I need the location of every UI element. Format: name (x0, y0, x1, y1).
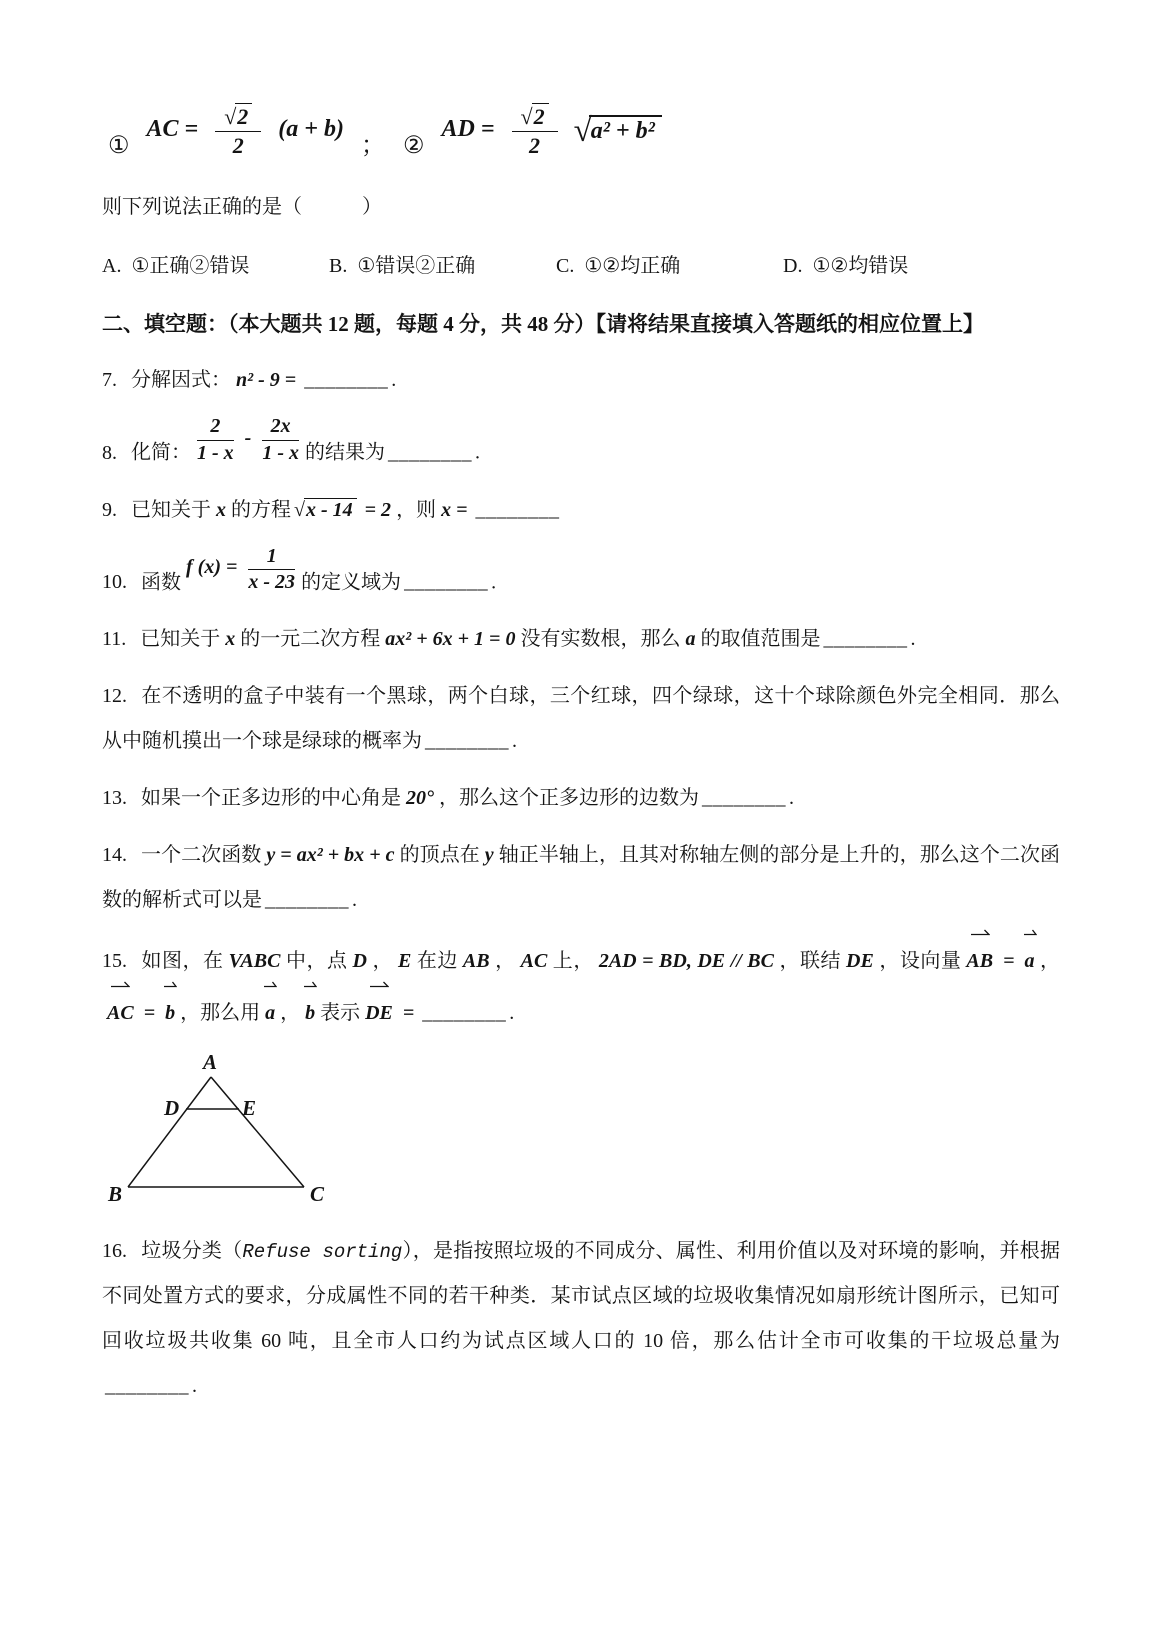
denominator: 1 - x (197, 441, 234, 464)
vector-de (365, 987, 393, 1039)
sqrt-symbol: √ (224, 104, 236, 129)
choice-d-label: D. (783, 254, 803, 277)
question-13 (102, 776, 1060, 821)
answer-blank[interactable]: ________ (425, 730, 509, 753)
question-text: 的顶点在 (399, 844, 480, 867)
answer-blank[interactable]: ________ (422, 1002, 507, 1025)
answer-blank[interactable]: ________ (105, 1375, 189, 1398)
sqrt2-radical (521, 104, 549, 130)
side-ac (211, 1077, 304, 1187)
vector-a-label: a (1024, 950, 1035, 973)
sqrt-symbol: √ (294, 498, 304, 521)
question-text: 在边 (416, 950, 458, 973)
formula-separator: ； (360, 132, 385, 159)
choice-b-text: ①错误②正确 (357, 254, 476, 277)
vertex-label-a: A (203, 1051, 218, 1075)
answer-blank[interactable]: ________ (475, 498, 560, 521)
comma: ， (494, 950, 516, 973)
question-text: 轴正半轴上，且其对称轴左侧的部分是上升的，那么这个二次函数的解析式可以是 (102, 844, 1060, 912)
question-text: ，联结 (778, 950, 842, 973)
math-a: a (685, 628, 696, 651)
question-text: 的取值范围是 (700, 628, 821, 651)
vertex-label-e: E (242, 1096, 257, 1121)
fraction-1 (197, 415, 234, 465)
choice-a[interactable] (102, 244, 329, 288)
choice-b[interactable] (329, 244, 556, 288)
question-text: 中，点 (285, 950, 348, 973)
answer-blank[interactable]: ________ (265, 889, 349, 912)
answer-blank[interactable]: ________ (702, 787, 786, 810)
math-angle: 20° (406, 787, 434, 810)
formula-2-radicand: a² + b² (589, 115, 662, 145)
vector-ac (107, 987, 134, 1039)
formula-1-tail: (a + b) (278, 115, 344, 142)
answer-blank[interactable]: ________ (823, 628, 908, 651)
question-number: 15. (102, 950, 127, 973)
math-expression: n² - 9 = (236, 369, 297, 391)
denominator: 1 - x (262, 441, 300, 464)
vector-arrow-icon (163, 980, 177, 988)
side-ab (128, 1077, 211, 1187)
period: . (789, 787, 794, 810)
question-text: 如图，在 (141, 950, 224, 973)
vector-ab-label: AB (966, 950, 994, 973)
numerator: 1 (248, 545, 295, 571)
fraction-2 (262, 415, 299, 465)
question-number: 14. (102, 844, 127, 867)
math-x: x (216, 498, 226, 521)
question-text: ，则 (396, 498, 437, 521)
triangle-svg (106, 1051, 346, 1211)
vector-arrow-icon (263, 980, 277, 988)
comma: ， (371, 950, 393, 973)
question-6-choices (102, 244, 1060, 288)
vector-ac-label: AC (107, 1002, 134, 1025)
vector-de-label: DE (365, 1002, 393, 1025)
question-number: 11. (102, 628, 127, 651)
formula-2-radical (573, 112, 662, 149)
math-ab: AB (462, 950, 490, 973)
question-number: 10. (102, 571, 127, 594)
choice-d-text: ①②均错误 (812, 254, 909, 277)
question-number: 16. (102, 1240, 127, 1263)
sqrt-symbol: √ (573, 112, 591, 149)
period: . (512, 730, 517, 753)
math-x: x (225, 628, 236, 651)
formula-1-fraction (215, 104, 261, 159)
answer-blank[interactable]: ________ (388, 441, 473, 464)
vector-b-label: b (165, 1002, 176, 1025)
period: . (910, 628, 916, 651)
period: . (491, 571, 497, 594)
comma: ， (280, 1002, 301, 1025)
question-text: 函数 (141, 571, 181, 594)
question-text: 垃圾分类（ (141, 1240, 243, 1263)
question-text: 如果一个正多边形的中心角是 (141, 787, 401, 810)
question-text: 化简： (131, 441, 191, 464)
math-e: E (398, 950, 412, 973)
question-7 (102, 358, 1060, 403)
numerator: 2 (197, 415, 234, 441)
answer-blank[interactable]: ________ (404, 571, 489, 594)
question-12 (102, 674, 1060, 764)
triangle-figure (106, 1051, 1060, 1217)
sqrt-symbol: √ (520, 104, 532, 129)
period: . (475, 441, 481, 464)
choice-b-label: B. (329, 254, 348, 277)
question-text: 表示 (320, 1002, 361, 1025)
vector-a (1025, 935, 1035, 987)
formula-2-lhs: AD = (441, 115, 495, 142)
question-text: 的结果为 (305, 441, 386, 464)
vector-arrow-icon (970, 928, 990, 936)
numerator: 2x (262, 415, 299, 441)
question-text: 的方程 (231, 498, 291, 521)
vertex-label-d: D (164, 1096, 180, 1121)
question-text: 已知关于 (140, 628, 221, 651)
question-number: 9. (102, 498, 117, 521)
question-14 (102, 833, 1060, 923)
math-de: DE (846, 950, 874, 973)
radicand: x - 14 (304, 498, 357, 521)
formula-2-fraction (512, 104, 558, 159)
choice-c[interactable] (556, 244, 783, 288)
question-8 (102, 415, 1060, 476)
question-15 (102, 935, 1060, 1039)
math-conditions: 2AD = BD, DE // BC (598, 950, 774, 973)
question-6-stem (102, 185, 1060, 230)
math-y: y (484, 844, 494, 867)
vector-arrow-icon (303, 980, 317, 988)
formula-2-label: ② (402, 132, 425, 159)
math-expression: = 2 (364, 498, 392, 521)
formula-2-numerator: 2 (532, 103, 549, 129)
choice-d[interactable] (783, 244, 908, 288)
fraction (248, 545, 295, 595)
question-number: 13. (102, 787, 127, 810)
question-text: ，那么用 (180, 1002, 261, 1025)
question-6-formulas (102, 60, 1060, 159)
math-d: D (352, 950, 367, 973)
denominator: x - 23 (248, 571, 296, 594)
vector-a-label: a (265, 1002, 276, 1025)
question-number: 12. (102, 685, 127, 708)
math-x-equals: x = (441, 498, 468, 521)
vertex-label-c: C (310, 1182, 325, 1207)
radical-expression (294, 488, 357, 533)
formula-2-denominator: 2 (529, 132, 541, 158)
question-text: ，设向量 (878, 950, 962, 973)
choice-c-text: ①②均正确 (584, 254, 681, 277)
vector-arrow-icon (1023, 928, 1037, 936)
math-equation: ax² + 6x + 1 = 0 (385, 628, 516, 651)
question-text: 的一元二次方程 (240, 628, 381, 651)
formula-1-numerator: 2 (235, 103, 252, 129)
answer-blank[interactable]: ________ (304, 369, 389, 391)
math-triangle-abc: VABC (228, 950, 281, 973)
question-text: 一个二次函数 (141, 844, 262, 867)
vector-b (165, 987, 175, 1039)
vector-b (305, 987, 315, 1039)
period: . (352, 889, 357, 912)
period: . (509, 1002, 515, 1025)
period: . (192, 1375, 197, 1398)
vertex-label-b: B (108, 1182, 123, 1207)
comma: ， (1039, 950, 1061, 973)
sqrt2-radical (224, 104, 252, 130)
question-number: 7. (102, 369, 117, 391)
vector-arrow-icon (369, 980, 389, 988)
section-title: 二、填空题：（本大题共 12 题，每题 4 分，共 48 分）【请将结果直接填入答题纸的相应位置上】 (102, 311, 984, 336)
formula-1-lhs: AC = (146, 115, 199, 142)
math-ac: AC (520, 950, 548, 973)
minus-sign: - (244, 426, 252, 449)
vector-a (265, 987, 275, 1039)
question-number: 8. (102, 441, 117, 464)
period: . (391, 369, 397, 391)
choice-c-label: C. (556, 254, 575, 277)
vector-b-label: b (305, 1002, 316, 1025)
question-9 (102, 488, 1060, 533)
question-text: 已知关于 (131, 498, 211, 521)
vector-ab (966, 935, 993, 987)
question-text: ，那么这个正多边形的边数为 (439, 787, 699, 810)
question-text: 上， (552, 950, 594, 973)
equals-sign: = (143, 1002, 156, 1025)
question-text: 分解因式： (131, 369, 231, 391)
question-text: ），是指按照垃圾的不同成分、属性、利用价值以及对环境的影响，并根据不同处置方式的要求，分成属性不同的若干种类．某市试点区域的垃圾收集情况如扇形统计图所示，已知可回收垃圾共收集 60 吨，且全市人口约为试点区域人口的 10 倍，那么估计全市可收集的干垃圾总量为 (102, 1240, 1061, 1353)
question-16 (102, 1229, 1060, 1409)
question-10 (102, 545, 1060, 606)
function-lhs: f (x) = (186, 556, 238, 579)
question-text: 在不透明的盒子中装有一个黑球，两个白球，三个红球，四个绿球，这十个球除颜色外完全相同．那么从中随机摸出一个球是绿球的概率为 (102, 685, 1060, 753)
formula-1-denominator: 2 (232, 132, 244, 158)
equals-sign: = (402, 1002, 415, 1025)
vector-arrow-icon (110, 980, 130, 988)
stem-text: 则下列说法正确的是（ ） (102, 195, 382, 218)
question-text: 没有实数根，那么 (520, 628, 681, 651)
choice-a-text: ①正确②错误 (131, 254, 250, 277)
choice-a-label: A. (102, 254, 122, 277)
question-11 (102, 617, 1060, 662)
math-quadratic: y = ax² + bx + c (266, 844, 395, 867)
formula-1-label: ① (108, 132, 130, 159)
english-term: Refuse sorting (242, 1241, 403, 1264)
equals-sign: = (1003, 950, 1015, 973)
question-text: 的定义域为 (301, 571, 402, 594)
